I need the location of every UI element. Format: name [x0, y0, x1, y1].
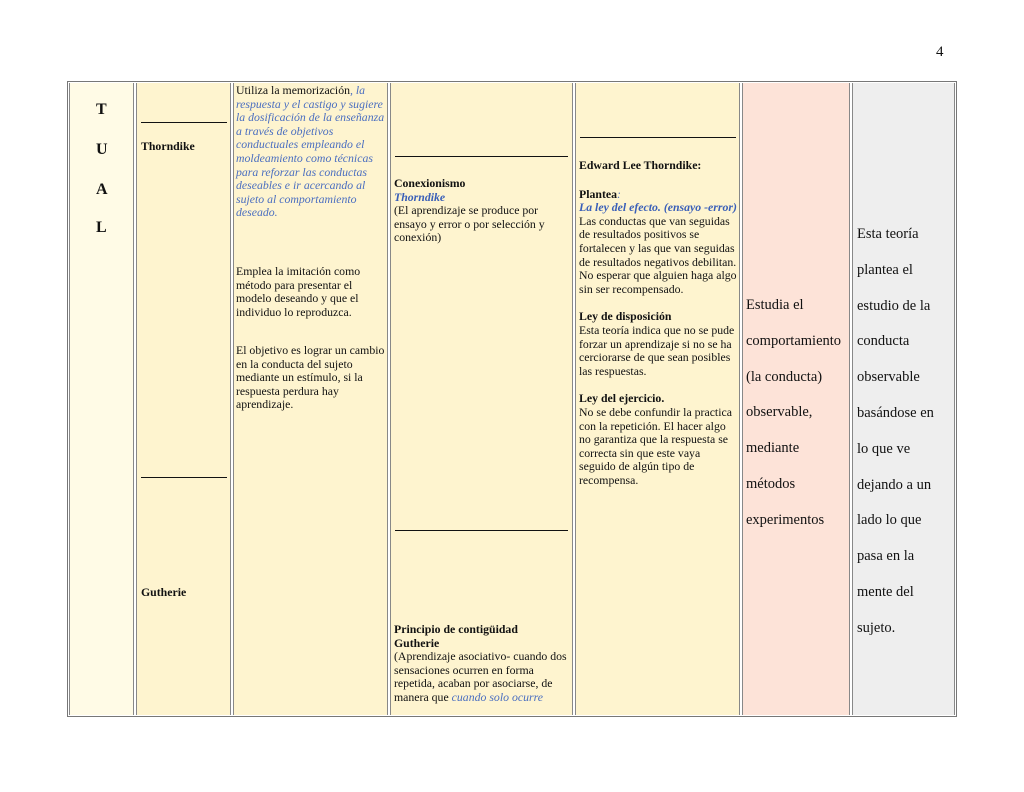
theory-contiguidad [394, 623, 570, 705]
side-letter-a: A [96, 181, 108, 198]
law-disposition-title: Ley de disposición [579, 309, 672, 324]
laws-block [579, 159, 739, 487]
summary-line: basándose en [857, 404, 934, 421]
divider-rule [395, 156, 568, 157]
methods-comma: , [350, 83, 353, 97]
authors-column [136, 83, 231, 715]
theory-title: Principio de contigüidad [394, 622, 518, 636]
methods-paragraph-1 [236, 84, 386, 220]
law-effect-description: Las conductas que van seguidas de resultados positivos se fortalecen y las que van seguidas de resultados negativos debilitan. No esperar que alguien haga algo sin ser recompensado. [579, 213, 737, 296]
summary-line: lado lo que [857, 512, 922, 529]
object-line: observable, [746, 404, 813, 421]
divider-rule [395, 530, 568, 531]
theory-conexionismo [394, 177, 570, 245]
divider-rule [141, 477, 227, 478]
law-disposition-description: Esta teoría indica que no se pude forzar un aprendizaje si no se ha cerciorarse de que sean posibles las respuestas. [579, 322, 735, 378]
law-exercise-description: No se debe confundir la practica con la repetición. El hacer algo no garantiza que la respuesta se correcta sin que este vaya seguido de algún tipo de recompensa. [579, 404, 732, 487]
page-number: 4 [936, 44, 944, 60]
methods-italic-text: la respuesta y el castigo y sugiere la dosificación de la enseñanza a través de objetivos conductuales empleando el moldeamiento como técnicas para reforzar las conductas deseables e ir acercando al sujeto al comportamiento deseado. [236, 83, 385, 220]
summary-line: plantea el [857, 261, 913, 278]
theory-italic-text: cuando solo ocurre [451, 689, 543, 704]
theory-author: Gutherie [394, 635, 440, 650]
side-letters-column [69, 83, 134, 715]
plantea-label: Plantea [579, 186, 618, 201]
law-effect-title: La ley del efecto. (ensayo -error) [579, 200, 737, 215]
object-line: (la conducta) [746, 368, 823, 385]
plantea-colon: : [617, 186, 621, 201]
side-letter-t: T [96, 101, 107, 118]
divider-rule [580, 137, 736, 138]
summary-line: sujeto. [857, 619, 896, 636]
object-line: métodos [746, 475, 796, 492]
summary-line: estudio de la [857, 297, 931, 314]
object-line: Estudia el [746, 297, 804, 313]
summary-line: Esta teoría [857, 226, 919, 242]
summary-line: conducta [857, 333, 910, 350]
side-letter-l: L [96, 219, 107, 236]
side-letter-u: U [96, 141, 108, 158]
methods-paragraph-2: Emplea la imitación como método para presentar el modelo deseando y que el individuo lo reproduzca. [236, 264, 361, 319]
author-thorndike: Thorndike [141, 139, 195, 153]
object-text [746, 288, 852, 539]
laws-author: Edward Lee Thorndike: [579, 158, 702, 172]
summary-line: lo que ve [857, 440, 911, 457]
object-line: mediante [746, 440, 800, 457]
summary-line: mente del [857, 583, 914, 600]
theory-description: (Aprendizaje asociativo- cuando dos sensaciones ocurren en forma repetida, acaban por asociarse, de manera que [394, 649, 567, 704]
object-line: experimentos [746, 511, 825, 528]
methods-paragraph-3: El objetivo es lograr un cambio en la conducta del sujeto mediante un estímulo, si la respuesta perdura hay aprendizaje. [236, 343, 385, 412]
methods-text: Utiliza la memorización [236, 83, 350, 97]
theory-description: (El aprendizaje se produce por ensayo y error o por selección y conexión) [394, 203, 545, 245]
theory-title: Conexionismo [394, 176, 466, 190]
summary-line: observable [857, 369, 920, 386]
law-exercise-title: Ley del ejercicio. [579, 391, 665, 406]
object-line: comportamiento [746, 332, 842, 349]
summary-line: dejando a un [857, 476, 932, 493]
summary-text [857, 217, 957, 647]
summary-line: pasa en la [857, 548, 915, 565]
author-gutherie: Gutherie [141, 585, 187, 599]
divider-rule [141, 122, 227, 123]
theory-author: Thorndike [394, 189, 446, 204]
